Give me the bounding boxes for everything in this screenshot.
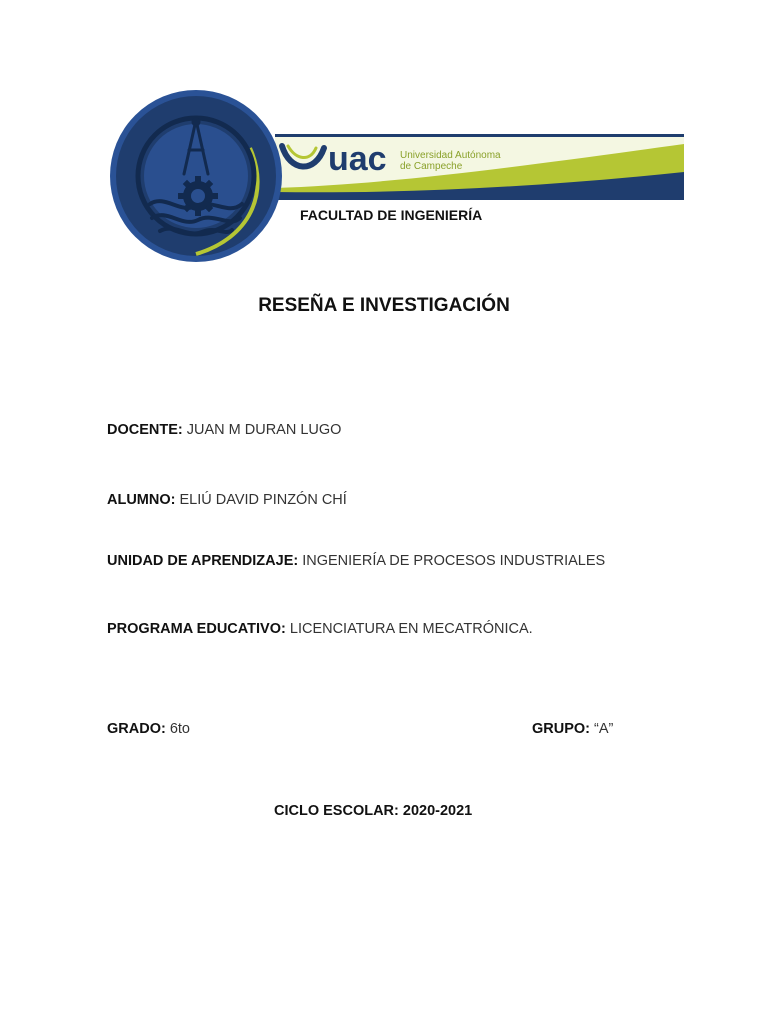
docente-label: DOCENTE:	[107, 422, 183, 438]
grado-field	[107, 721, 190, 737]
docente-field	[107, 422, 341, 438]
university-name-line2: de Campeche	[400, 161, 463, 172]
uac-logo-text: uac	[328, 140, 387, 178]
grupo-value: “A”	[594, 721, 614, 737]
university-header-logo	[110, 88, 690, 268]
grado-label: GRADO:	[107, 721, 166, 737]
ciclo-escolar: CICLO ESCOLAR: 2020-2021	[274, 803, 473, 819]
document-title: RESEÑA E INVESTIGACIÓN	[258, 295, 510, 316]
grupo-field	[532, 721, 613, 737]
alumno-label: ALUMNO:	[107, 492, 176, 508]
programa-value: LICENCIATURA EN MECATRÓNICA.	[289, 621, 533, 637]
faculty-name: FACULTAD DE INGENIERÍA	[300, 207, 483, 223]
unidad-label: UNIDAD DE APRENDIZAJE:	[107, 553, 299, 569]
grupo-label: GRUPO:	[532, 721, 590, 737]
banner-top-border	[275, 134, 684, 137]
programa-field	[107, 621, 533, 637]
unidad-value: INGENIERÍA DE PROCESOS INDUSTRIALES	[302, 553, 606, 569]
university-name-line1: Universidad Autónoma	[400, 150, 501, 161]
grado-value: 6to	[169, 721, 191, 737]
alumno-field	[107, 492, 347, 508]
programa-label: PROGRAMA EDUCATIVO:	[107, 621, 286, 637]
alumno-value: ELIÚ DAVID PINZÓN CHÍ	[179, 492, 347, 508]
unidad-field	[107, 553, 605, 569]
docente-value: JUAN M DURAN LUGO	[186, 422, 342, 438]
